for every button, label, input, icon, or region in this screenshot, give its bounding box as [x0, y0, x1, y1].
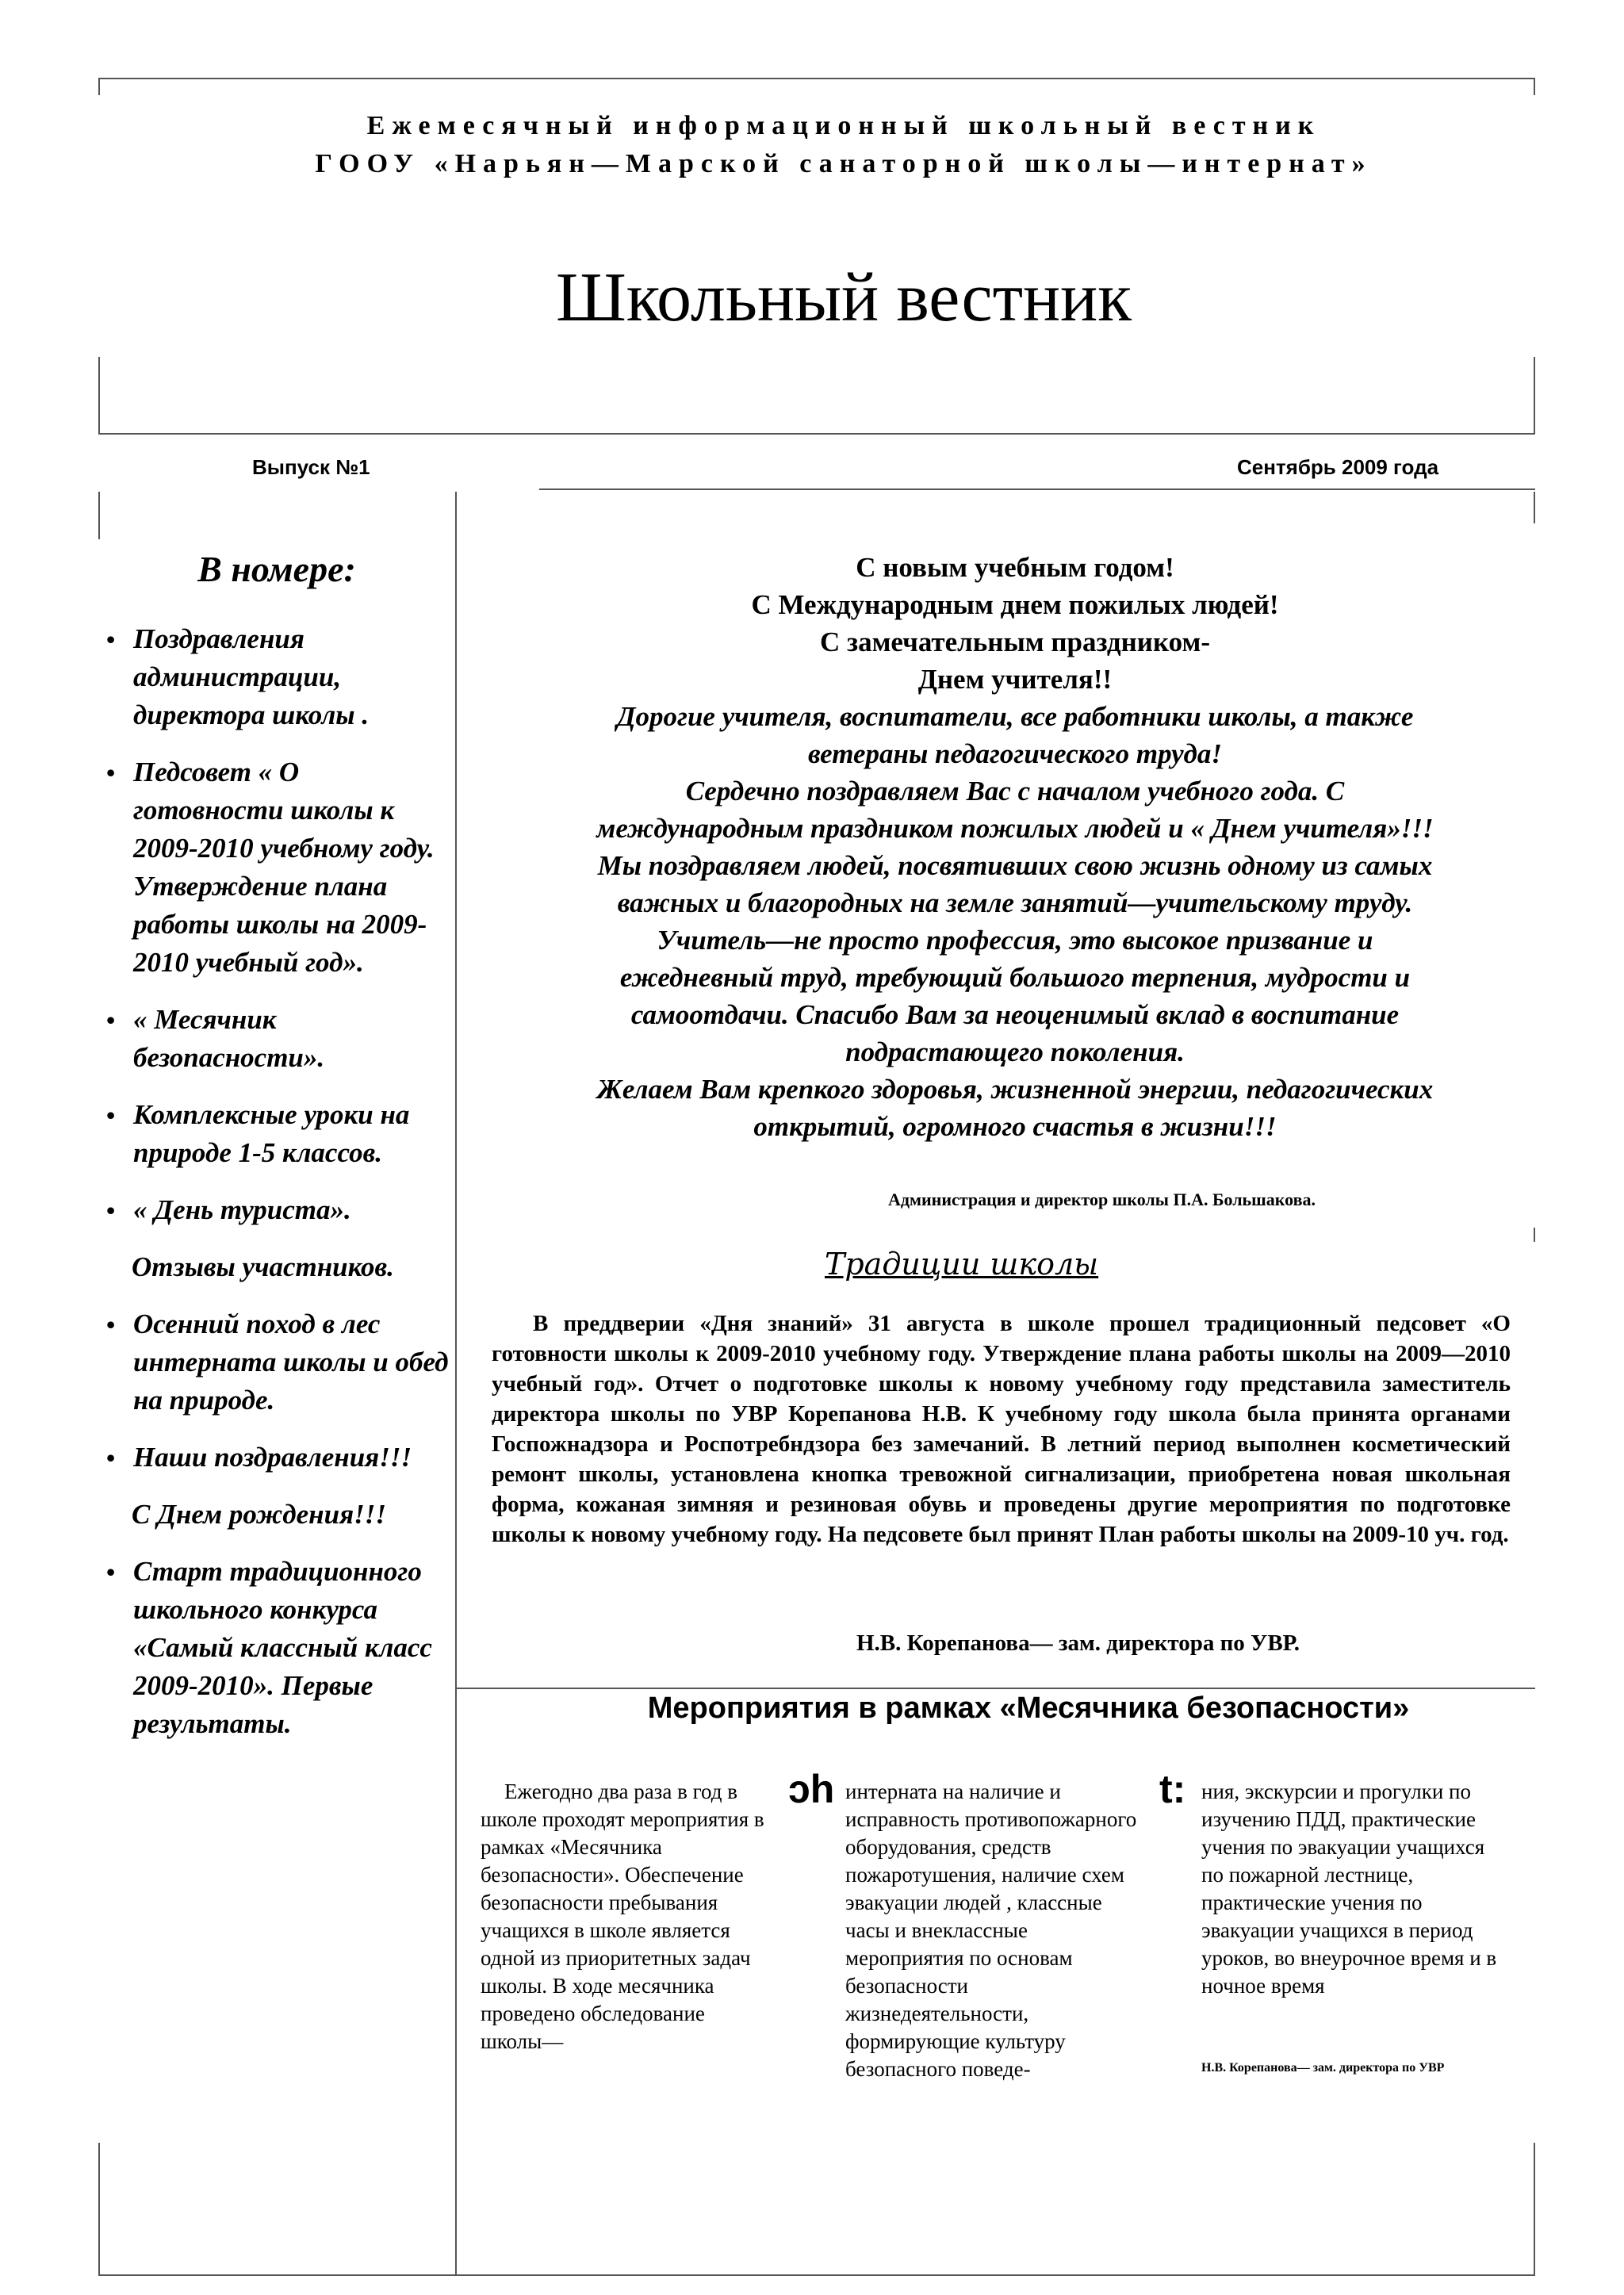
toc-title: В номере: [197, 549, 356, 589]
issue-number: Выпуск №1 [252, 455, 370, 479]
greeting-body-line: Дорогие учителя, воспитатели, все работники школы, а также [616, 701, 1414, 732]
frame-left-mid-rule [98, 492, 100, 539]
toc-item: • Наши поздравления!!! [102, 1439, 450, 1477]
toc-item: • Поздравления администрации, директора школы . [102, 620, 450, 734]
greeting-body-line: Мы поздравляем людей, посвятивших свою жизнь одному из самых [597, 850, 1433, 881]
toc-item: • Старт традиционного школьного конкурса «Самый классный класс 2009-2010». Первые результаты. [102, 1553, 450, 1743]
toc-item: • Осенний поход в лес интерната школы и обед на природе. [102, 1305, 450, 1420]
greeting-body-line: подрастающего поколения. [845, 1036, 1185, 1067]
frame-right-lower-rule [1534, 2143, 1535, 2276]
greeting-body-line: международным праздником пожилых людей и « Днем учителя»!!! [596, 813, 1434, 844]
greeting-body-line: важных и благородных на земле занятий—учительскому труду. [617, 887, 1413, 918]
frame-left-upper-rule [98, 357, 100, 433]
toc-item: Отзывы участников. [132, 1251, 394, 1282]
frame-bottom-rule [98, 2274, 1535, 2276]
greeting-body-line: ветераны педагогического труда! [807, 738, 1223, 769]
frame-left-lower-rule [98, 2143, 100, 2276]
frame-right-mid-rule [1534, 492, 1535, 523]
greeting-body-line: Сердечно поздравляем Вас с началом учебного года. С [685, 776, 1345, 807]
greeting-line: Днем учителя!! [917, 664, 1113, 695]
safety-column-text: Ежегодно два раза в год в школе проходят мероприятия в рамках «Месячника безопасности». Обеспечение безопасности пребывания учащихся в школе является одной из приоритетных задач школы. В ходе месячника проведено обследование школы— [481, 1780, 764, 2053]
newsletter-title: Школьный вестник [556, 259, 1132, 336]
safety-column-2 [845, 1778, 1139, 2083]
toc-item: • Педсовет « О готовности школы к 2009-2010 учебному году. Утверждение плана работы школы на 2009-2010 учебный год». [102, 753, 450, 982]
greeting-body-line: самоотдачи. Спасибо Вам за неоценимый вклад в воспитание [630, 999, 1400, 1030]
issue-date: Сентябрь 2009 года [1237, 455, 1439, 479]
greeting-line: С новым учебным годом! [856, 552, 1174, 583]
greeting-signature: Администрация и директор школы П.А. Большакова. [888, 1190, 1316, 1209]
toc-item: • « Месячник безопасности». [102, 1001, 450, 1077]
frame-top-left-tick [98, 78, 100, 95]
issue-bar-rule [539, 489, 1535, 490]
traditions-title: Традиции школы [825, 1247, 1099, 1282]
greeting-body-line: ежедневный труд, требующий большого терпения, мудрости и [619, 962, 1411, 993]
greeting-line: С замечательным праздником- [819, 626, 1211, 657]
toc-item: • Комплексные уроки на природе 1-5 классов. [102, 1096, 450, 1172]
safety-signature: Н.В. Корепанова— зам. директора по УВР [1201, 2061, 1445, 2075]
masthead-bottom-rule [98, 433, 1535, 435]
safety-column-1 [481, 1778, 766, 2056]
frame-right-small-tick [1534, 1228, 1535, 1242]
subtitle-line-1: Ежемесячный информационный школьный вестник [366, 111, 1321, 140]
subtitle-line-2: ГООУ «Нарьян—Марской санаторной школы—интернат» [315, 149, 1373, 178]
safety-title: Мероприятия в рамках «Месячника безопасности» [647, 1692, 1410, 1725]
safety-column-3 [1201, 1778, 1507, 2000]
greeting-line: С Международным днем пожилых людей! [751, 589, 1279, 620]
traditions-text: В преддверии «Дня знаний» 31 августа в школе прошел традиционный педсовет «О готовности школы к 2009-2010 учебному году. Утверждение плана работы школы на 2009—2010 учебный год». Отчет о подготовке школы к новому учебному году представила заместитель директора школы по УВР Корепанова Н.В. К учебному году школа была принята органами Госпожнадзора и Роспотребндзора без замечаний. В летний период выполнен косметический ремонт школы, установлена кнопка тревожной сигнализации, приобретена новая школьная форма, кожаная зимняя и резиновая обувь и проведены другие мероприятия по подготовке школы к новому учебному году. На педсовете был принят План работы школы на 2009-10 уч. год. [492, 1311, 1511, 1547]
frame-top-right-tick [1534, 78, 1535, 95]
column-divider [455, 492, 457, 2276]
frame-right-upper-rule [1534, 357, 1535, 433]
toc-item: • « День туриста». [102, 1191, 450, 1229]
toc-list [102, 620, 450, 1762]
safety-ghost-text-1: ɔh [788, 1767, 835, 1811]
greeting-body-line: Учитель—не просто профессия, это высокое призвание и [657, 925, 1373, 956]
greeting-block [492, 549, 1538, 1145]
safety-column-text: интерната на наличие и исправность противопожарного оборудования, средств пожаротушения, наличие схем эвакуации людей , классные часы и внеклассные мероприятия по основам безопасности жизнедеятельности, формирующие культуру безопасного поведе- [845, 1780, 1137, 2081]
safety-ghost-text-2: t: [1159, 1767, 1186, 1811]
frame-top-rule [98, 78, 1535, 79]
safety-column-text: ния, экскурсии и прогулки по изучению ПДД, практические учения по эвакуации учащихся по пожарной лестнице, практические учения по эвакуации учащихся в период уроков, во внеурочное время и в ночное время [1201, 1780, 1497, 1998]
toc-item: С Днем рождения!!! [132, 1499, 386, 1530]
greeting-body-line: Желаем Вам крепкого здоровья, жизненной энергии, педагогических [596, 1074, 1434, 1105]
traditions-signature: Н.В. Корепанова— зам. директора по УВР. [856, 1630, 1300, 1656]
greeting-body-line: открытий, огромного счастья в жизни!!! [753, 1111, 1277, 1142]
